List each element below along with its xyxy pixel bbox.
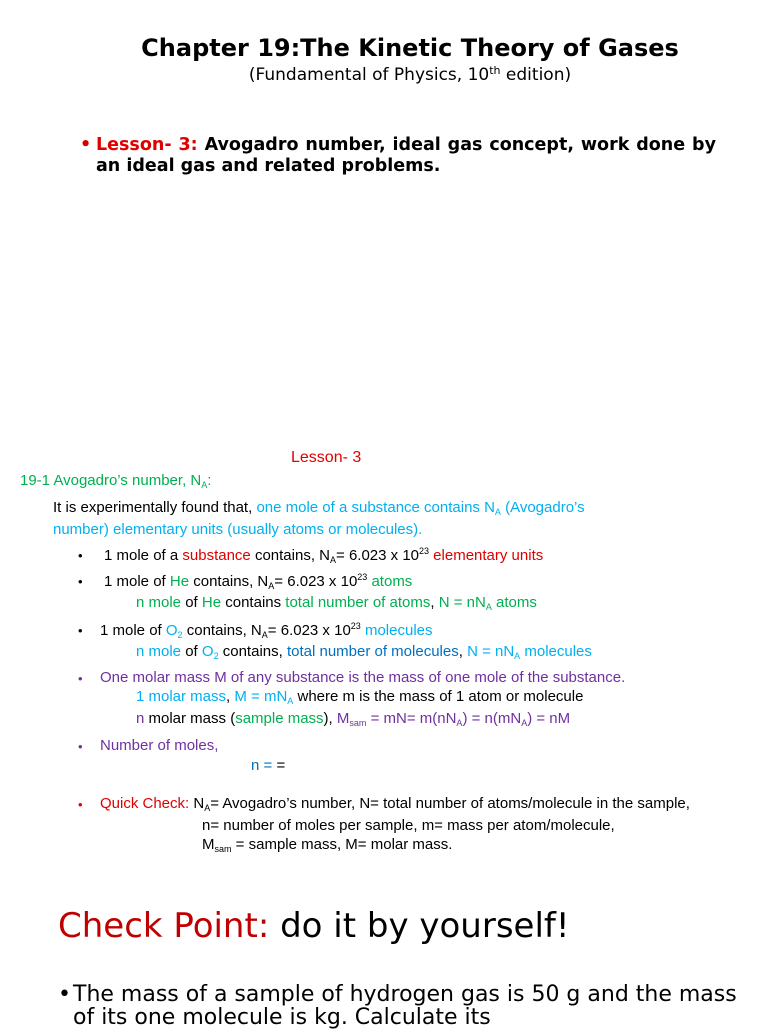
text-sub: A xyxy=(456,718,463,728)
text-span: = 6.023 x 10 xyxy=(274,573,358,590)
text-span: sample mass xyxy=(235,710,324,727)
text-span: = Avogadro’s number, N= total number of atoms/molecule in the sample, xyxy=(210,795,690,812)
text-span: He xyxy=(201,594,222,611)
text-span: = xyxy=(272,757,286,774)
moles-equation xyxy=(251,757,285,774)
text-span: 1 molar mass xyxy=(136,688,227,705)
text-span: n = xyxy=(251,757,273,774)
text-sub: A xyxy=(514,651,521,661)
text-sub: A xyxy=(204,803,211,813)
text-sub: 2 xyxy=(213,651,219,661)
text-span: contains, N xyxy=(182,622,262,639)
bullet-dot: • xyxy=(78,623,83,638)
subtitle-sup: th xyxy=(489,64,501,77)
text-sup: 23 xyxy=(419,546,430,556)
intro-line-2: number) elementary units (usually atoms or molecules). xyxy=(53,521,423,538)
subtitle-text: (Fundamental of Physics, 10 xyxy=(248,65,490,85)
text-span: atoms xyxy=(491,594,537,611)
bullet-dot: • xyxy=(78,797,83,812)
text-span: M xyxy=(202,836,215,853)
page-title: Chapter 19:The Kinetic Theory of Gases xyxy=(141,34,679,62)
text-span: atoms xyxy=(367,573,413,590)
text-sub: A xyxy=(330,555,337,565)
text-sub: A xyxy=(287,696,294,706)
text-span: , xyxy=(226,688,235,705)
mole-o2-line xyxy=(100,621,433,640)
text-span: contains xyxy=(221,594,286,611)
text-span: total number of molecules xyxy=(286,643,459,660)
text-span: = sample mass, M= molar mass. xyxy=(231,836,453,853)
text-sub: A xyxy=(521,718,528,728)
n-mole-he-line xyxy=(136,594,537,612)
intro-line-1 xyxy=(53,499,585,517)
intro-sub: A xyxy=(494,507,501,517)
section-heading-colon: : xyxy=(207,472,212,489)
number-of-moles-label: Number of moles, xyxy=(100,737,219,754)
section-heading-text: 19-1 Avogadro’s number, N xyxy=(20,472,202,489)
text-span: contains, N xyxy=(250,547,330,564)
text-span: elementary units xyxy=(429,547,544,564)
checkpoint-rest: do it by yourself! xyxy=(269,906,570,946)
text-span: n xyxy=(136,710,145,727)
mole-substance-line xyxy=(104,546,543,565)
checkpoint-bullet: • xyxy=(58,982,71,1007)
page-subtitle xyxy=(0,64,768,85)
text-span: n mole xyxy=(136,643,182,660)
bullet-dot: • xyxy=(78,548,83,563)
mole-he-line xyxy=(104,572,412,591)
text-span: = mN= m(nN xyxy=(366,710,457,727)
intro-highlight-2: (Avogadro’s xyxy=(500,499,585,516)
lesson-summary xyxy=(80,135,716,177)
text-span: 1 mole of a xyxy=(104,547,183,564)
text-span: ) = n(mN xyxy=(462,710,522,727)
checkpoint-problem-text: The mass of a sample of hydrogen gas is 50 g and the mass of its one molecule is kg. Calculate its xyxy=(73,982,737,1030)
text-span: of xyxy=(181,594,202,611)
checkpoint-problem xyxy=(58,983,748,1029)
text-span: ), xyxy=(323,710,337,727)
text-span: substance xyxy=(182,547,251,564)
text-sub: A xyxy=(261,630,268,640)
molar-mass-formula xyxy=(136,688,583,706)
text-span: 1 mole of xyxy=(104,573,170,590)
text-span: = 6.023 x 10 xyxy=(267,622,351,639)
text-span: where m is the mass of 1 atom or molecule xyxy=(293,688,584,705)
text-span: M xyxy=(336,710,350,727)
section-heading-sub: A xyxy=(201,480,208,490)
lesson-text: Avogadro number, ideal gas concept, work done by an ideal gas and related problems. xyxy=(96,135,716,176)
checkpoint-label: Check Point: xyxy=(58,906,270,946)
text-span: N = nN xyxy=(438,594,486,611)
text-sub: A xyxy=(485,602,492,612)
bullet-dot: • xyxy=(78,574,83,589)
checkpoint-heading xyxy=(58,906,570,946)
bullet-dot: • xyxy=(78,671,83,686)
text-span: contains, N xyxy=(189,573,269,590)
intro-pre: It is experimentally found that, xyxy=(53,499,257,516)
quick-check-line-1 xyxy=(100,795,690,813)
molar-mass-definition: One molar mass M of any substance is the mass of one mole of the substance. xyxy=(100,669,626,686)
text-sup: 23 xyxy=(357,572,368,582)
text-span: molecules xyxy=(520,643,592,660)
lesson-label: Lesson- 3: xyxy=(96,135,198,155)
text-span: molecules xyxy=(360,622,433,639)
text-span: O xyxy=(165,622,178,639)
text-span: , xyxy=(430,594,439,611)
bullet-dot: • xyxy=(78,739,83,754)
intro-highlight: one mole of a substance contains N xyxy=(256,499,495,516)
text-span: He xyxy=(169,573,190,590)
slide-heading: Lesson- 3 xyxy=(291,449,362,466)
text-sub: sam xyxy=(349,718,367,728)
text-span: N xyxy=(189,795,205,812)
text-span: M = mN xyxy=(234,688,288,705)
text-sup: 23 xyxy=(350,621,361,631)
text-span: = 6.023 x 10 xyxy=(336,547,419,564)
quick-check-line-3 xyxy=(202,836,452,854)
text-span: total number of atoms xyxy=(285,594,431,611)
text-span: O xyxy=(201,643,214,660)
text-span: molar mass ( xyxy=(144,710,236,727)
text-span: ) = nM xyxy=(527,710,571,727)
subtitle-text-end: edition) xyxy=(500,65,572,85)
quick-check-line-2: n= number of moles per sample, m= mass per atom/molecule, xyxy=(202,817,615,834)
text-span: of xyxy=(181,643,202,660)
lesson-bullet: • xyxy=(80,135,92,155)
quick-check-label: Quick Check: xyxy=(100,795,190,812)
n-mole-o2-line xyxy=(136,643,592,661)
sample-mass-formula xyxy=(136,710,570,728)
text-sub: A xyxy=(268,581,275,591)
section-heading xyxy=(20,472,211,490)
text-span: contains, xyxy=(218,643,287,660)
text-span: N = nN xyxy=(467,643,515,660)
text-sub: sam xyxy=(214,844,232,854)
text-span: n mole xyxy=(136,594,182,611)
text-span: 1 mole of xyxy=(100,622,166,639)
text-sub: 2 xyxy=(177,630,183,640)
text-span: , xyxy=(458,643,468,660)
